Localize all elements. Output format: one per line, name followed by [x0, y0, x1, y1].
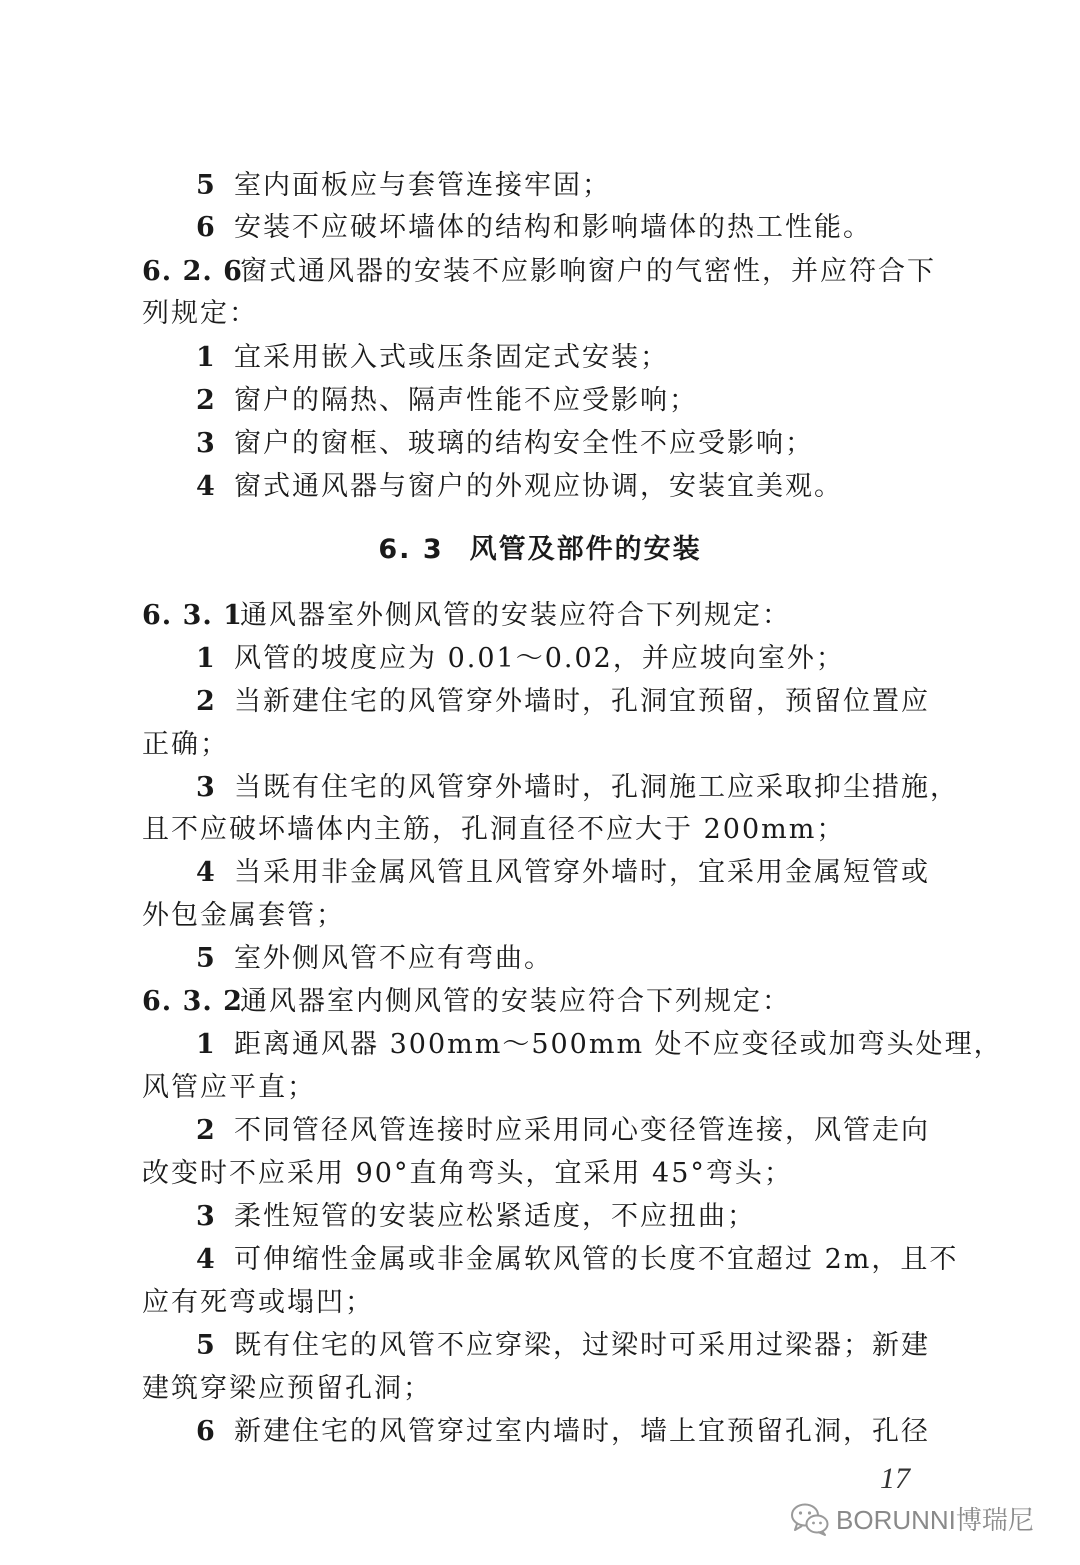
item-number: 2 — [196, 1115, 217, 1146]
list-item — [196, 338, 669, 378]
continuation-text: 且不应破坏墙体内主筋，孔洞直径不应大于 200mm； — [142, 814, 846, 845]
clause-line — [142, 252, 936, 292]
section-number: 6. 3 — [378, 534, 444, 565]
item-number: 5 — [196, 1330, 217, 1361]
item-number: 1 — [196, 643, 217, 674]
continuation-text: 建筑穿梁应预留孔洞； — [142, 1373, 432, 1404]
list-item — [196, 939, 553, 979]
list-item — [196, 853, 930, 893]
item-number: 3 — [196, 1201, 217, 1232]
list-item — [196, 467, 843, 507]
item-text: 距离通风器 300mm～500mm 处不应变径或加弯头处理， — [234, 1029, 1003, 1060]
watermark-text: BORUNNI博瑞尼 — [836, 1505, 1034, 1535]
list-item — [196, 1240, 958, 1280]
item-text: 窗户的隔热、隔声性能不应受影响； — [234, 385, 698, 416]
list-item — [196, 424, 814, 464]
continuation-line — [142, 725, 229, 765]
item-number: 6 — [196, 212, 217, 243]
continuation-line — [142, 294, 258, 334]
list-item — [196, 1025, 1003, 1065]
item-number: 3 — [196, 772, 217, 803]
continuation-text: 风管应平直； — [142, 1072, 316, 1103]
list-item — [196, 1111, 930, 1151]
section-title: 风管及部件的安装 — [469, 534, 702, 565]
list-item — [196, 208, 872, 248]
list-item — [196, 1412, 930, 1452]
page-number: 17 — [880, 1462, 910, 1495]
item-text: 当新建住宅的风管穿外墙时，孔洞宜预留，预留位置应 — [234, 686, 930, 717]
item-number: 4 — [196, 471, 217, 502]
continuation-line — [142, 1068, 316, 1108]
item-text: 既有住宅的风管不应穿梁，过梁时可采用过梁器；新建 — [234, 1330, 930, 1361]
continuation-line — [142, 810, 845, 850]
item-text: 当既有住宅的风管穿外墙时，孔洞施工应采取抑尘措施， — [234, 772, 959, 803]
item-number: 1 — [196, 342, 217, 373]
continuation-line — [142, 1154, 793, 1194]
item-number: 4 — [196, 857, 217, 888]
continuation-line — [142, 1369, 432, 1409]
clause-line — [142, 596, 791, 636]
item-number: 5 — [196, 943, 217, 974]
item-number: 2 — [196, 385, 217, 416]
clause-text: 通风器室内侧风管的安装应符合下列规定： — [240, 986, 791, 1017]
clause-number: 6. 3. 1 — [142, 600, 243, 631]
item-text: 室外侧风管不应有弯曲。 — [234, 943, 553, 974]
continuation-text: 正确； — [142, 729, 229, 760]
list-item — [196, 166, 611, 206]
item-text: 可伸缩性金属或非金属软风管的长度不宜超过 2m，且不 — [234, 1244, 959, 1275]
item-text: 柔性短管的安装应松紧适度，不应扭曲； — [234, 1201, 756, 1232]
item-text: 室内面板应与套管连接牢固； — [234, 170, 611, 201]
list-item — [196, 682, 930, 722]
item-number: 4 — [196, 1244, 217, 1275]
wechat-icon — [790, 1502, 830, 1536]
item-text: 安装不应破坏墙体的结构和影响墙体的热工性能。 — [234, 212, 872, 243]
item-number: 5 — [196, 170, 217, 201]
continuation-line — [142, 896, 345, 936]
continuation-text: 应有死弯或塌凹； — [142, 1287, 374, 1318]
continuation-text: 外包金属套管； — [142, 900, 345, 931]
list-item — [196, 1197, 756, 1237]
clause-number: 6. 3. 2 — [142, 986, 243, 1017]
item-number: 3 — [196, 428, 217, 459]
item-text: 新建住宅的风管穿过室内墙时，墙上宜预留孔洞，孔径 — [234, 1416, 930, 1447]
item-text: 风管的坡度应为 0.01～0.02，并应坡向室外； — [234, 643, 845, 674]
list-item — [196, 1326, 930, 1366]
section-heading — [0, 530, 1080, 570]
clause-number: 6. 2. 6 — [142, 256, 243, 287]
clause-text: 通风器室外侧风管的安装应符合下列规定： — [240, 600, 791, 631]
item-number: 2 — [196, 686, 217, 717]
item-text: 窗式通风器与窗户的外观应协调，安装宜美观。 — [234, 471, 843, 502]
list-item — [196, 639, 845, 679]
clause-line — [142, 982, 791, 1022]
clause-text: 窗式通风器的安装不应影响窗户的气密性，并应符合下 — [240, 256, 936, 287]
continuation-text: 改变时不应采用 90°直角弯头，宜采用 45°弯头； — [142, 1158, 793, 1189]
item-number: 6 — [196, 1416, 217, 1447]
list-item — [196, 381, 698, 421]
item-number: 1 — [196, 1029, 217, 1060]
watermark — [790, 1500, 1034, 1537]
continuation-line — [142, 1283, 374, 1323]
item-text: 窗户的窗框、玻璃的结构安全性不应受影响； — [234, 428, 814, 459]
item-text: 不同管径风管连接时应采用同心变径管连接，风管走向 — [234, 1115, 930, 1146]
list-item — [196, 768, 959, 808]
item-text: 当采用非金属风管且风管穿外墙时，宜采用金属短管或 — [234, 857, 930, 888]
item-text: 宜采用嵌入式或压条固定式安装； — [234, 342, 669, 373]
continuation-text: 列规定： — [142, 298, 258, 329]
